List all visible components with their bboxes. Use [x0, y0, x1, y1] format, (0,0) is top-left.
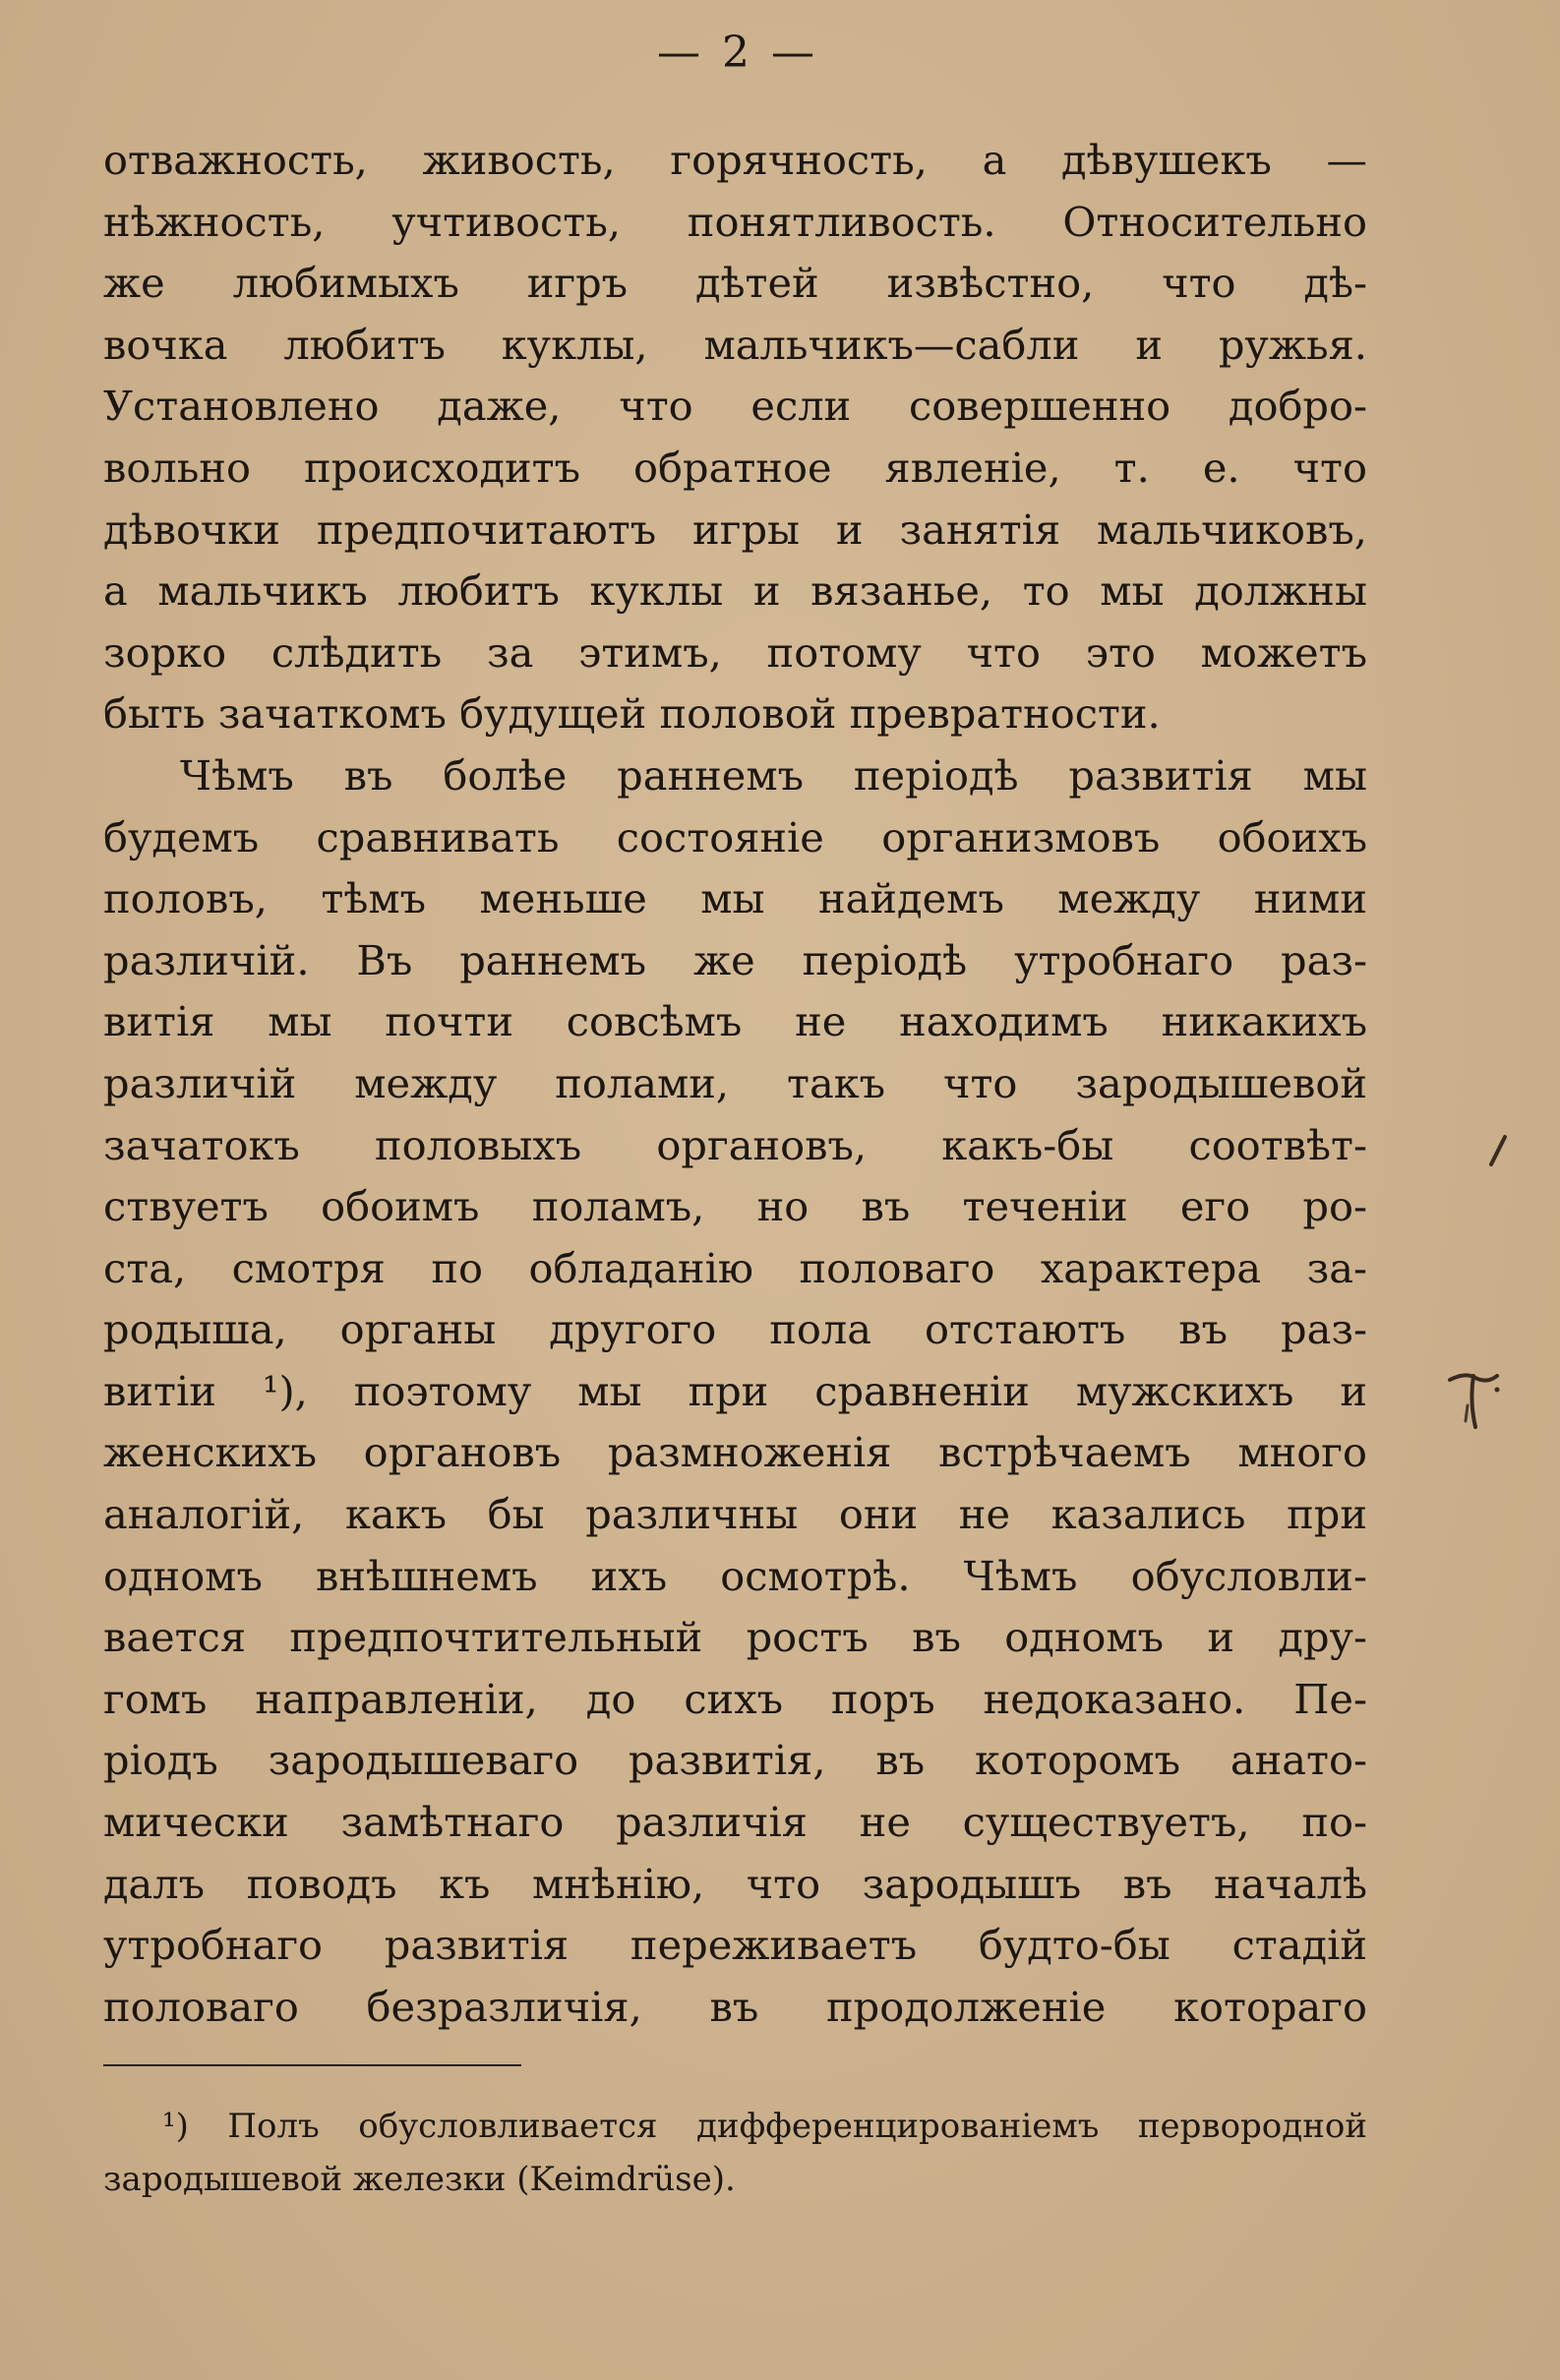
page-number: — 2 — [657, 28, 818, 78]
text-line: а мальчикъ любитъ куклы и вязанье, то мы должны [103, 566, 1367, 616]
footnote-line: ¹) Полъ обусловливается дифференцированіемъ первородной [162, 2107, 1367, 2146]
text-line: вольно происходитъ обратное явленіе, т. е. что [103, 443, 1367, 492]
footnote [103, 2100, 1367, 2206]
text-line: нѣжность, учтивость, понятливость. Относительно [103, 197, 1367, 246]
pencil-cross-mark [1446, 1362, 1505, 1436]
text-line: дѣвочки предпочитаютъ игры и занятія мальчиковъ, [103, 505, 1367, 554]
text-line: различій. Въ раннемъ же періодѣ утробнаго раз- [103, 935, 1367, 984]
text-line: женскихъ органовъ размноженія встрѣчаемъ много [103, 1428, 1367, 1477]
footnote-separator [103, 2064, 521, 2066]
text-line: ста, смотря по обладанію половаго характера за- [103, 1243, 1367, 1292]
text-line: гомъ направленіи, до сихъ поръ недоказано. Пе- [103, 1674, 1367, 1723]
text-line: зачатокъ половыхъ органовъ, какъ-бы соотвѣт- [103, 1120, 1367, 1169]
text-line: ріодъ зародышеваго развитія, въ которомъ анато- [103, 1736, 1367, 1785]
text-line: далъ поводъ къ мнѣнію, что зародышъ въ началѣ [103, 1859, 1367, 1908]
text-line: будемъ сравнивать состояніе организмовъ обоихъ [103, 812, 1367, 862]
text-line: мически замѣтнаго различія не существуетъ, по- [103, 1798, 1367, 1847]
footnote-line: зародышевой железки (Keimdrüse). [103, 2160, 736, 2199]
text-line: зорко слѣдить за этимъ, потому что это можетъ [103, 627, 1367, 677]
text-line: различій между полами, такъ что зародышевой [103, 1058, 1367, 1107]
text-line: утробнаго развитія переживаетъ будто-бы стадій [103, 1921, 1367, 1970]
text-line-paragraph-start: Чѣмъ въ болѣе раннемъ періодѣ развитія мы [180, 750, 1367, 800]
text-line: родыша, органы другого пола отстаютъ въ раз- [103, 1305, 1367, 1354]
text-line: витія мы почти совсѣмъ не находимъ никакихъ [103, 997, 1367, 1046]
text-line: аналогій, какъ бы различны они не казались при [103, 1490, 1367, 1539]
text-line: половаго безразличія, въ продолженіе котораго [103, 1982, 1367, 2031]
text-line: быть зачаткомъ будущей половой превратности. [103, 689, 1161, 739]
text-line: Установлено даже, что если совершенно добро- [103, 382, 1367, 431]
text-line: вается предпочтительный ростъ въ одномъ и дру- [103, 1613, 1367, 1662]
text-line: отважность, живость, горячность, а дѣвушекъ — [103, 136, 1367, 184]
text-line: ствуетъ обоимъ поламъ, но въ теченіи его ро- [103, 1182, 1367, 1231]
text-line: же любимыхъ игръ дѣтей извѣстно, что дѣ- [103, 259, 1367, 308]
text-line: половъ, тѣмъ меньше мы найдемъ между ними [103, 874, 1367, 923]
text-line: одномъ внѣшнемъ ихъ осмотрѣ. Чѣмъ обусловли- [103, 1551, 1367, 1600]
text-line-footnote-ref: витіи ¹), поэтому мы при сравненіи мужскихъ и [103, 1366, 1367, 1415]
text-line: вочка любитъ куклы, мальчикъ—сабли и ружья. [103, 320, 1367, 369]
body-text [103, 130, 1367, 2038]
pencil-slash-mark [1483, 1131, 1513, 1170]
